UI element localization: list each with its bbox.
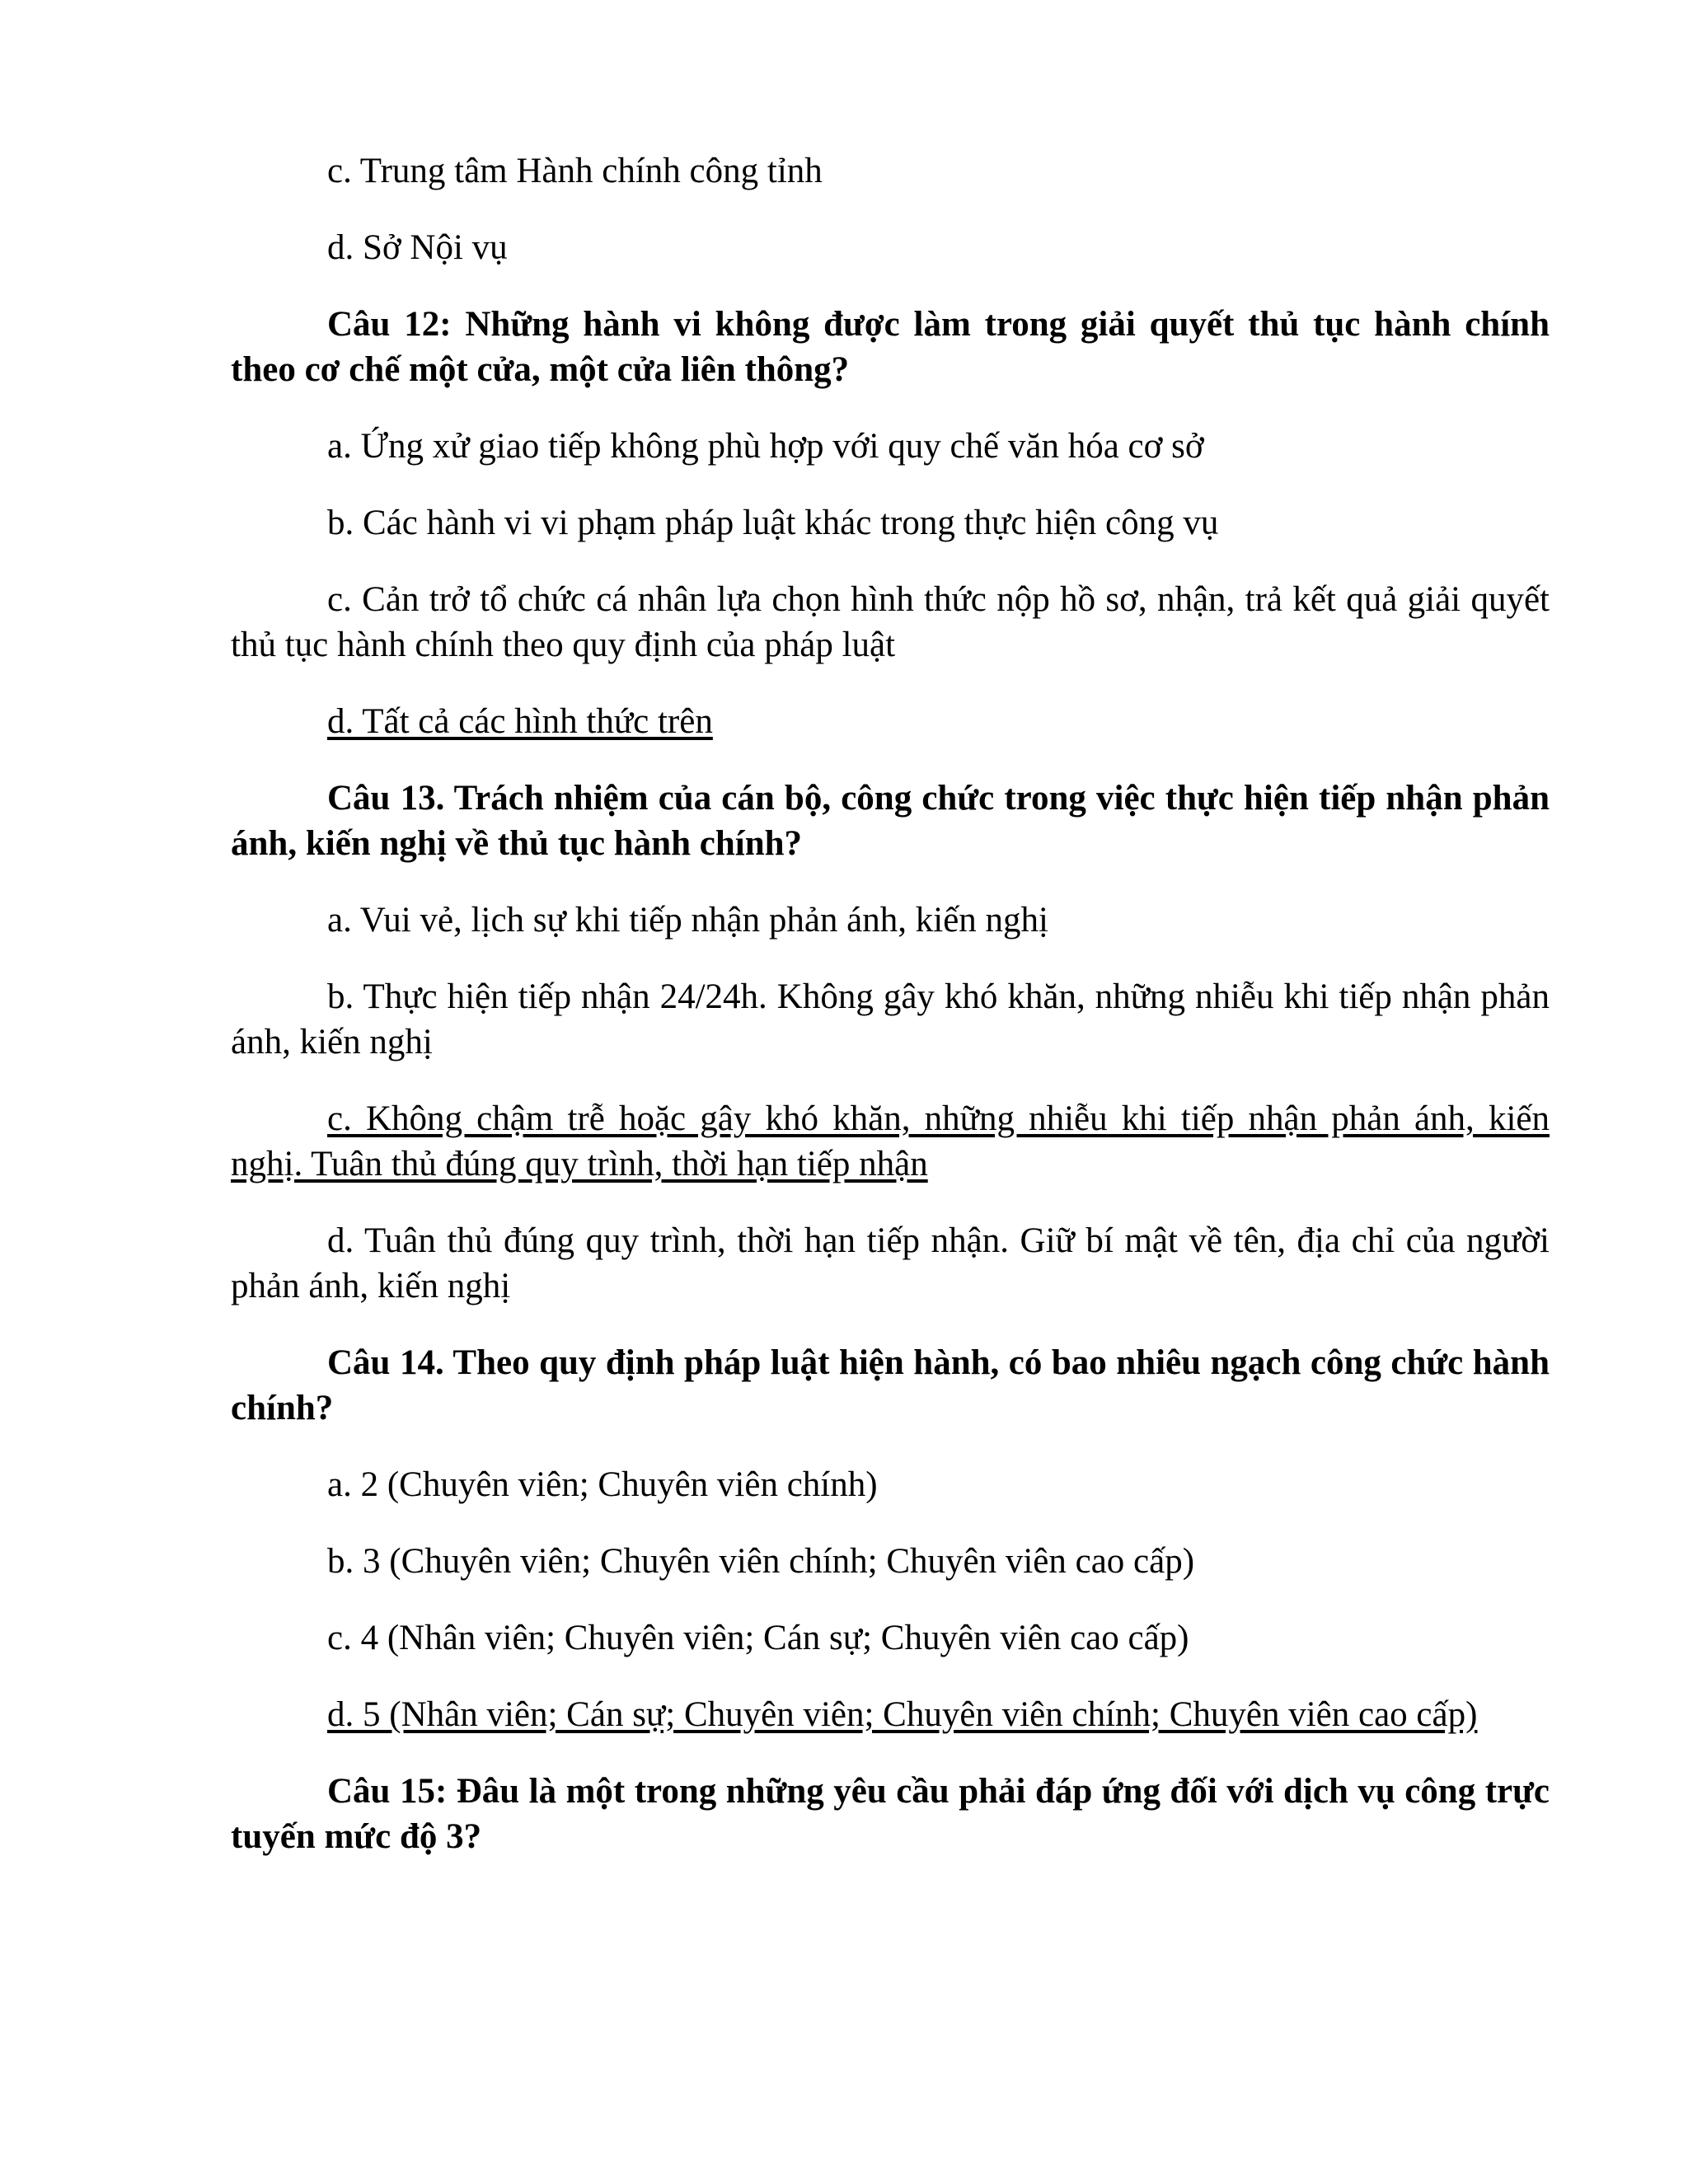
option-b-q14: b. 3 (Chuyên viên; Chuyên viên chính; Chuyên viên cao cấp) — [327, 1542, 1195, 1581]
question-13: Câu 13. Trách nhiệm của cán bộ, công chức trong việc thực hiện tiếp nhận phản ánh, kiến nghị về thủ tục hành chính? — [231, 779, 1550, 863]
option-b-q13: b. Thực hiện tiếp nhận 24/24h. Không gây khó khăn, những nhiễu khi tiếp nhận phản ánh, kiến nghị — [231, 977, 1550, 1062]
document-page — [231, 148, 1550, 1859]
option-c-q11: c. Trung tâm Hành chính công tỉnh — [327, 152, 823, 190]
question-12: Câu 12: Những hành vi không được làm trong giải quyết thủ tục hành chính theo cơ chế một cửa, một cửa liên thông? — [231, 305, 1550, 389]
option-a-q14: a. 2 (Chuyên viên; Chuyên viên chính) — [327, 1465, 878, 1504]
option-a-q13: a. Vui vẻ, lịch sự khi tiếp nhận phản ánh, kiến nghị — [327, 901, 1048, 940]
question-15: Câu 15: Đâu là một trong những yêu cầu phải đáp ứng đối với dịch vụ công trực tuyến mức độ 3? — [231, 1772, 1550, 1856]
option-d-q14 — [231, 1692, 1550, 1737]
option-d-q12 — [231, 699, 1550, 744]
option-a-q12: a. Ứng xử giao tiếp không phù hợp với quy chế văn hóa cơ sở — [327, 427, 1204, 466]
option-d-q11: d. Sở Nội vụ — [327, 228, 508, 267]
option-c-q13 — [231, 1096, 1550, 1187]
option-c-q14: c. 4 (Nhân viên; Chuyên viên; Cán sự; Chuyên viên cao cấp) — [327, 1619, 1189, 1657]
correct-answer-q13: c. Không chậm trễ hoặc gây khó khăn, những nhiễu khi tiếp nhận phản ánh, kiến nghị. Tuân thủ đúng quy trình, thời hạn tiếp nhận — [231, 1099, 1550, 1183]
question-14: Câu 14. Theo quy định pháp luật hiện hành, có bao nhiêu ngạch công chức hành chính? — [231, 1343, 1550, 1427]
correct-answer-q14: d. 5 (Nhân viên; Cán sự; Chuyên viên; Chuyên viên chính; Chuyên viên cao cấp) — [327, 1695, 1478, 1734]
option-b-q12: b. Các hành vi vi phạm pháp luật khác trong thực hiện công vụ — [327, 504, 1219, 542]
option-c-q12: c. Cản trở tổ chức cá nhân lựa chọn hình thức nộp hồ sơ, nhận, trả kết quả giải quyết thủ tục hành chính theo quy định của pháp luật — [231, 580, 1550, 664]
correct-answer-q12: d. Tất cả các hình thức trên — [327, 702, 713, 741]
option-d-q13: d. Tuân thủ đúng quy trình, thời hạn tiếp nhận. Giữ bí mật về tên, địa chỉ của người phản ánh, kiến nghị — [231, 1221, 1550, 1305]
